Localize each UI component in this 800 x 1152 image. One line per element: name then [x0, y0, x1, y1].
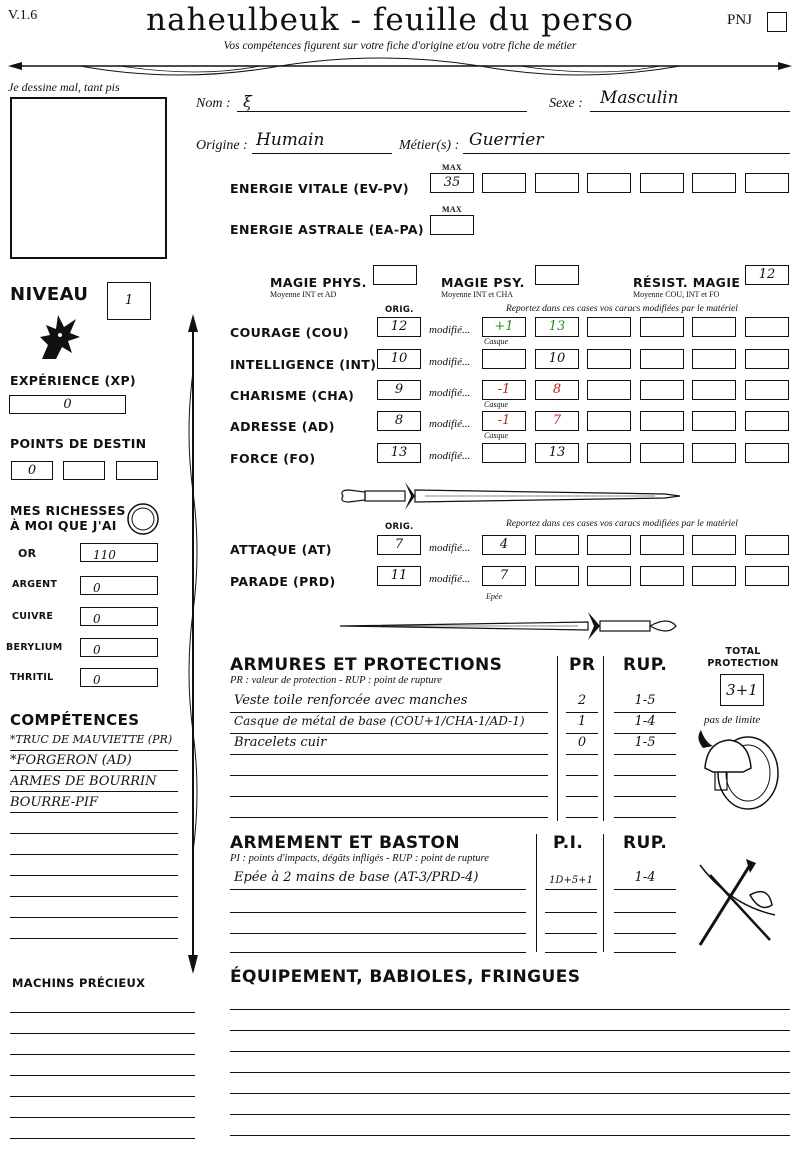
stat-mod-value: +1 — [494, 319, 514, 334]
precious-line[interactable] — [10, 1098, 195, 1118]
ev-box[interactable] — [535, 173, 579, 193]
wealth-value-cuivre: 0 — [93, 612, 101, 626]
modifie-label: modifié... — [429, 356, 471, 368]
magie-phys-box[interactable] — [373, 265, 417, 285]
weapon-row-rup[interactable] — [614, 914, 676, 934]
stat-box[interactable] — [587, 349, 631, 369]
crossed-weapons-icon — [690, 855, 785, 955]
armor-col-pr: PR — [569, 655, 596, 675]
combat-orig-box[interactable] — [377, 535, 421, 555]
stat-orig-value: 12 — [390, 319, 408, 334]
weapon-row-name[interactable]: Epée à 2 mains de base (AT-3/PRD-4) — [230, 870, 526, 890]
stat-source: Casque — [484, 431, 508, 440]
page-title: naheulbeuk - feuille du perso — [146, 2, 634, 38]
stat-mod-box[interactable] — [482, 411, 526, 431]
weapon-row-rup[interactable] — [614, 933, 676, 953]
sword-icon — [335, 478, 685, 514]
equipment-line[interactable] — [230, 1053, 790, 1073]
combat-box[interactable] — [745, 535, 789, 555]
combat-label-at: ATTAQUE (AT) — [230, 542, 332, 557]
weapon-row-name[interactable] — [230, 933, 526, 953]
xp-box[interactable] — [9, 395, 126, 414]
stat-mod-value: -1 — [497, 413, 511, 428]
equipment-line[interactable] — [230, 990, 790, 1010]
stat-box[interactable] — [640, 411, 684, 431]
modifie-label: modifié... — [429, 542, 471, 554]
stat-orig-box[interactable] — [377, 349, 421, 369]
stat-box[interactable] — [745, 380, 789, 400]
stat-orig-value: 9 — [394, 382, 404, 397]
weapon-row-rup[interactable] — [614, 893, 676, 913]
stat-box[interactable] — [640, 317, 684, 337]
wealth-value-berylium: 0 — [93, 643, 101, 657]
armor-row-pr[interactable] — [566, 777, 598, 797]
pnj-checkbox[interactable] — [767, 12, 787, 32]
weapons-col-rup: RUP. — [623, 833, 668, 853]
weapons-divider — [536, 834, 537, 952]
resist-magie-box[interactable] — [745, 265, 789, 285]
stat-val-value: 13 — [548, 445, 566, 460]
armor-row-rup[interactable]: 1-5 — [614, 735, 676, 755]
precious-line[interactable] — [10, 1077, 195, 1097]
wealth-value-argent: 0 — [93, 581, 101, 595]
combat-box[interactable] — [692, 566, 736, 586]
equipment-line[interactable] — [230, 1116, 790, 1136]
skill-line[interactable]: ARMES DE BOURRIN — [10, 774, 178, 792]
resist-magie-note: Moyenne COU, INT et FO — [633, 290, 720, 299]
wealth-label-or: OR — [18, 547, 37, 560]
armor-row-name[interactable]: Veste toile renforcée avec manches — [230, 693, 548, 713]
combat-label-prd: PARADE (PRD) — [230, 574, 336, 589]
page-subtitle: Vos compétences figurent sur votre fiche d'origine et/ou votre fiche de métier — [223, 40, 577, 52]
stat-orig-value: 13 — [390, 445, 408, 460]
ea-max-box[interactable] — [430, 215, 474, 235]
stat-box[interactable] — [640, 380, 684, 400]
total-label-2: PROTECTION — [707, 658, 779, 669]
stat-box[interactable] — [692, 443, 736, 463]
stat-orig-box[interactable] — [377, 317, 421, 337]
precious-title: MACHINS PRÉCIEUX — [12, 976, 146, 990]
stat-box[interactable] — [640, 443, 684, 463]
precious-line[interactable] — [10, 1056, 195, 1076]
ev-max-label: MAX — [442, 163, 463, 172]
origine-label: Origine : — [196, 138, 248, 153]
equipment-line[interactable] — [230, 1032, 790, 1052]
stat-box[interactable] — [745, 349, 789, 369]
precious-line[interactable] — [10, 993, 195, 1013]
armor-col-rup: RUP. — [623, 655, 668, 675]
wealth-value-or: 110 — [93, 548, 116, 562]
stat-box[interactable] — [587, 411, 631, 431]
combat-box[interactable] — [535, 535, 579, 555]
precious-line[interactable] — [10, 1035, 195, 1055]
wealth-value-thritil: 0 — [93, 673, 101, 687]
combat-source: Epée — [486, 592, 502, 601]
pnj-label: PNJ — [727, 12, 753, 28]
ea-max-label: MAX — [442, 205, 463, 214]
modifie-label: modifié... — [429, 418, 471, 430]
equipment-line[interactable] — [230, 1074, 790, 1094]
stat-val-value: 13 — [548, 319, 566, 334]
destin-box[interactable] — [11, 461, 53, 480]
combat-orig-value: 7 — [394, 537, 404, 552]
metier-field[interactable] — [463, 130, 790, 154]
stat-source: Casque — [484, 337, 508, 346]
stat-box[interactable] — [692, 349, 736, 369]
orig-label: ORIG. — [385, 522, 414, 532]
stat-box[interactable] — [692, 411, 736, 431]
stat-val-box[interactable] — [535, 349, 579, 369]
skill-line[interactable] — [10, 816, 178, 834]
stat-mod-box[interactable] — [482, 443, 526, 463]
origine-value: Humain — [256, 130, 325, 150]
stat-orig-box[interactable] — [377, 443, 421, 463]
portrait-caption: Je dessine mal, tant pis — [8, 80, 120, 94]
ev-box[interactable] — [587, 173, 631, 193]
destin-label: POINTS DE DESTIN — [10, 436, 147, 451]
armor-divider — [603, 656, 604, 821]
stat-box[interactable] — [745, 317, 789, 337]
destin-box[interactable] — [116, 461, 158, 480]
armor-row-rup[interactable]: 1-5 — [614, 693, 676, 713]
armor-row-rup[interactable]: 1-4 — [614, 714, 676, 734]
combat-box[interactable] — [745, 566, 789, 586]
skill-line[interactable] — [10, 837, 178, 855]
armor-row-pr[interactable]: 2 — [566, 693, 598, 713]
armor-row-pr[interactable] — [566, 756, 598, 776]
stat-mod-value: -1 — [497, 382, 511, 397]
magie-phys-label: MAGIE PHYS. — [270, 275, 367, 290]
ev-label: ENERGIE VITALE (EV-PV) — [230, 181, 409, 196]
weapons-col-pi: P.I. — [553, 833, 584, 853]
stat-box[interactable] — [640, 349, 684, 369]
nom-label: Nom : — [196, 96, 231, 111]
magie-psy-note: Moyenne INT et CHA — [441, 290, 514, 299]
armor-row-name[interactable] — [230, 756, 548, 776]
total-protection-value: 3+1 — [726, 681, 758, 699]
ev-box[interactable] — [640, 173, 684, 193]
combat-box[interactable] — [640, 566, 684, 586]
stat-val-value: 10 — [548, 351, 566, 366]
magie-psy-box[interactable] — [535, 265, 579, 285]
niveau-value: 1 — [124, 293, 134, 308]
wealth-box-cuivre[interactable] — [80, 607, 158, 626]
armor-row-rup[interactable] — [614, 798, 676, 818]
metier-label: Métier(s) : — [399, 138, 460, 153]
equipment-line[interactable] — [230, 1095, 790, 1115]
modifie-label: modifié... — [429, 450, 471, 462]
weapons-divider — [603, 834, 604, 952]
weapon-row-pi[interactable] — [545, 914, 597, 934]
wealth-label-berylium: BERYLIUM — [6, 642, 63, 653]
weapon-row-name[interactable] — [230, 914, 526, 934]
niveau-label: NIVEAU — [10, 284, 89, 305]
stat-label-cha: CHARISME (CHA) — [230, 388, 355, 403]
magie-phys-note: Moyenne INT et AD — [270, 290, 337, 299]
wealth-box-or[interactable] — [80, 543, 158, 562]
sexe-field[interactable] — [590, 88, 790, 112]
portrait-box[interactable] — [10, 97, 167, 259]
sexe-value: Masculin — [600, 88, 679, 108]
stat-orig-box[interactable] — [377, 380, 421, 400]
combat-orig-box[interactable] — [377, 566, 421, 586]
limit-note: pas de limite — [704, 714, 761, 726]
armor-note: PR : valeur de protection - RUP : point de rupture — [230, 675, 442, 686]
stat-box[interactable] — [692, 380, 736, 400]
precious-line[interactable] — [10, 1119, 195, 1139]
skill-line[interactable]: *FORGERON (AD) — [10, 753, 178, 771]
combat-mod-box[interactable] — [482, 566, 526, 586]
wealth-box-berylium[interactable] — [80, 638, 158, 657]
weapons-title: ARMEMENT ET BASTON — [230, 833, 461, 853]
orig-label: ORIG. — [385, 305, 414, 315]
wealth-label-cuivre: CUIVRE — [12, 611, 54, 622]
stat-box[interactable] — [745, 443, 789, 463]
armor-row-rup[interactable] — [614, 756, 676, 776]
armor-row-name[interactable]: Casque de métal de base (COU+1/CHA-1/AD-1) — [230, 714, 548, 734]
ev-box[interactable] — [745, 173, 789, 193]
nom-field[interactable] — [237, 92, 527, 112]
modifie-label: modifié... — [429, 324, 471, 336]
stats-note: Reportez dans ces cases vos caracs modifiées par le matériel — [506, 304, 738, 314]
spear-vertical-icon — [183, 312, 203, 977]
richesses-label-2: À MOI QUE J'AI — [10, 518, 117, 533]
armor-row-rup[interactable] — [614, 777, 676, 797]
stat-label-fo: FORCE (FO) — [230, 451, 316, 466]
stat-label-cou: COURAGE (COU) — [230, 325, 349, 340]
combat-box[interactable] — [535, 566, 579, 586]
destin-box[interactable] — [63, 461, 105, 480]
combat-box[interactable] — [587, 535, 631, 555]
stat-val-box[interactable] — [535, 443, 579, 463]
xp-value: 0 — [63, 397, 72, 412]
combat-box[interactable] — [640, 535, 684, 555]
ev-max-box[interactable] — [430, 173, 474, 193]
weapon-row-pi[interactable]: 1D+5+1 — [545, 870, 597, 890]
wealth-box-argent[interactable] — [80, 576, 158, 595]
weapon-row-pi[interactable] — [545, 893, 597, 913]
stat-orig-value: 10 — [390, 351, 408, 366]
armor-row-pr[interactable]: 0 — [566, 735, 598, 755]
combat-box[interactable] — [692, 535, 736, 555]
combat-mod-value: 7 — [499, 568, 509, 583]
modifie-label: modifié... — [429, 387, 471, 399]
armor-divider — [557, 656, 558, 821]
ea-label: ENERGIE ASTRALE (EA-PA) — [230, 222, 425, 237]
weapon-row-rup[interactable]: 1-4 — [614, 870, 676, 890]
stat-source: Casque — [484, 400, 508, 409]
stat-val-value: 7 — [552, 413, 562, 428]
version-label: V.1.6 — [8, 8, 38, 23]
sexe-label: Sexe : — [549, 96, 583, 111]
stats-note: Reportez dans ces cases vos caracs modifiées par le matériel — [506, 519, 738, 529]
armor-row-name[interactable]: Bracelets cuir — [230, 735, 548, 755]
combat-orig-value: 11 — [390, 568, 408, 583]
stat-label-int: INTELLIGENCE (INT) — [230, 357, 377, 372]
combat-mod-box[interactable] — [482, 535, 526, 555]
stat-val-box[interactable] — [535, 411, 579, 431]
stat-mod-box[interactable] — [482, 380, 526, 400]
niveau-box[interactable] — [107, 282, 151, 320]
resist-magie-value: 12 — [758, 267, 776, 282]
stat-box[interactable] — [587, 380, 631, 400]
magie-psy-label: MAGIE PSY. — [441, 275, 525, 290]
skill-line[interactable] — [10, 879, 178, 897]
armor-row-pr[interactable]: 1 — [566, 714, 598, 734]
competences-label: COMPÉTENCES — [10, 711, 140, 729]
stat-orig-value: 8 — [394, 413, 404, 428]
stat-orig-box[interactable] — [377, 411, 421, 431]
weapon-row-pi[interactable] — [545, 933, 597, 953]
richesses-label-1: MES RICHESSES — [10, 503, 126, 518]
wealth-label-argent: ARGENT — [12, 579, 58, 590]
stat-mod-box[interactable] — [482, 317, 526, 337]
stat-box[interactable] — [692, 317, 736, 337]
metier-value: Guerrier — [469, 130, 544, 150]
coin-icon — [126, 502, 160, 536]
spear-divider-icon — [0, 54, 800, 84]
origine-field[interactable] — [252, 130, 392, 154]
nom-value: ξ — [243, 92, 252, 111]
stat-label-ad: ADRESSE (AD) — [230, 419, 335, 434]
ev-max-value: 35 — [443, 175, 461, 190]
sword-icon — [338, 608, 683, 644]
stat-box[interactable] — [587, 443, 631, 463]
equipment-title: ÉQUIPEMENT, BABIOLES, FRINGUES — [230, 967, 581, 987]
armor-row-name[interactable] — [230, 777, 548, 797]
armor-row-name[interactable] — [230, 798, 548, 818]
armor-row-pr[interactable] — [566, 798, 598, 818]
stat-box[interactable] — [587, 317, 631, 337]
weapons-note: PI : points d'impacts, dégâts infligés - RUP : point de rupture — [230, 853, 489, 864]
xp-label: EXPÉRIENCE (XP) — [10, 373, 136, 388]
precious-line[interactable] — [10, 1014, 195, 1034]
skill-line[interactable]: BOURRE-PIF — [10, 795, 178, 813]
helmet-shield-icon — [693, 728, 783, 813]
stat-val-value: 8 — [552, 382, 562, 397]
skill-line[interactable] — [10, 900, 178, 918]
combat-mod-value: 4 — [499, 537, 509, 552]
skill-line[interactable] — [10, 858, 178, 876]
stat-mod-box[interactable] — [482, 349, 526, 369]
combat-box[interactable] — [587, 566, 631, 586]
modifie-label: modifié... — [429, 573, 471, 585]
stat-val-box[interactable] — [535, 380, 579, 400]
ev-box[interactable] — [482, 173, 526, 193]
total-label-1: TOTAL — [725, 646, 761, 657]
armor-title: ARMURES ET PROTECTIONS — [230, 655, 503, 675]
equipment-line[interactable] — [230, 1011, 790, 1031]
dragon-icon — [34, 305, 84, 363]
weapon-row-name[interactable] — [230, 893, 526, 913]
wealth-label-thritil: THRITIL — [10, 672, 54, 683]
stat-val-box[interactable] — [535, 317, 579, 337]
resist-magie-label: RÉSIST. MAGIE — [633, 275, 741, 290]
ev-box[interactable] — [692, 173, 736, 193]
wealth-box-thritil[interactable] — [80, 668, 158, 687]
stat-box[interactable] — [745, 411, 789, 431]
skill-line[interactable]: *TRUC DE MAUVIETTE (PR) — [10, 733, 178, 751]
total-protection-box[interactable] — [720, 674, 764, 706]
skill-line[interactable] — [10, 921, 178, 939]
destin-value: 0 — [27, 463, 37, 478]
